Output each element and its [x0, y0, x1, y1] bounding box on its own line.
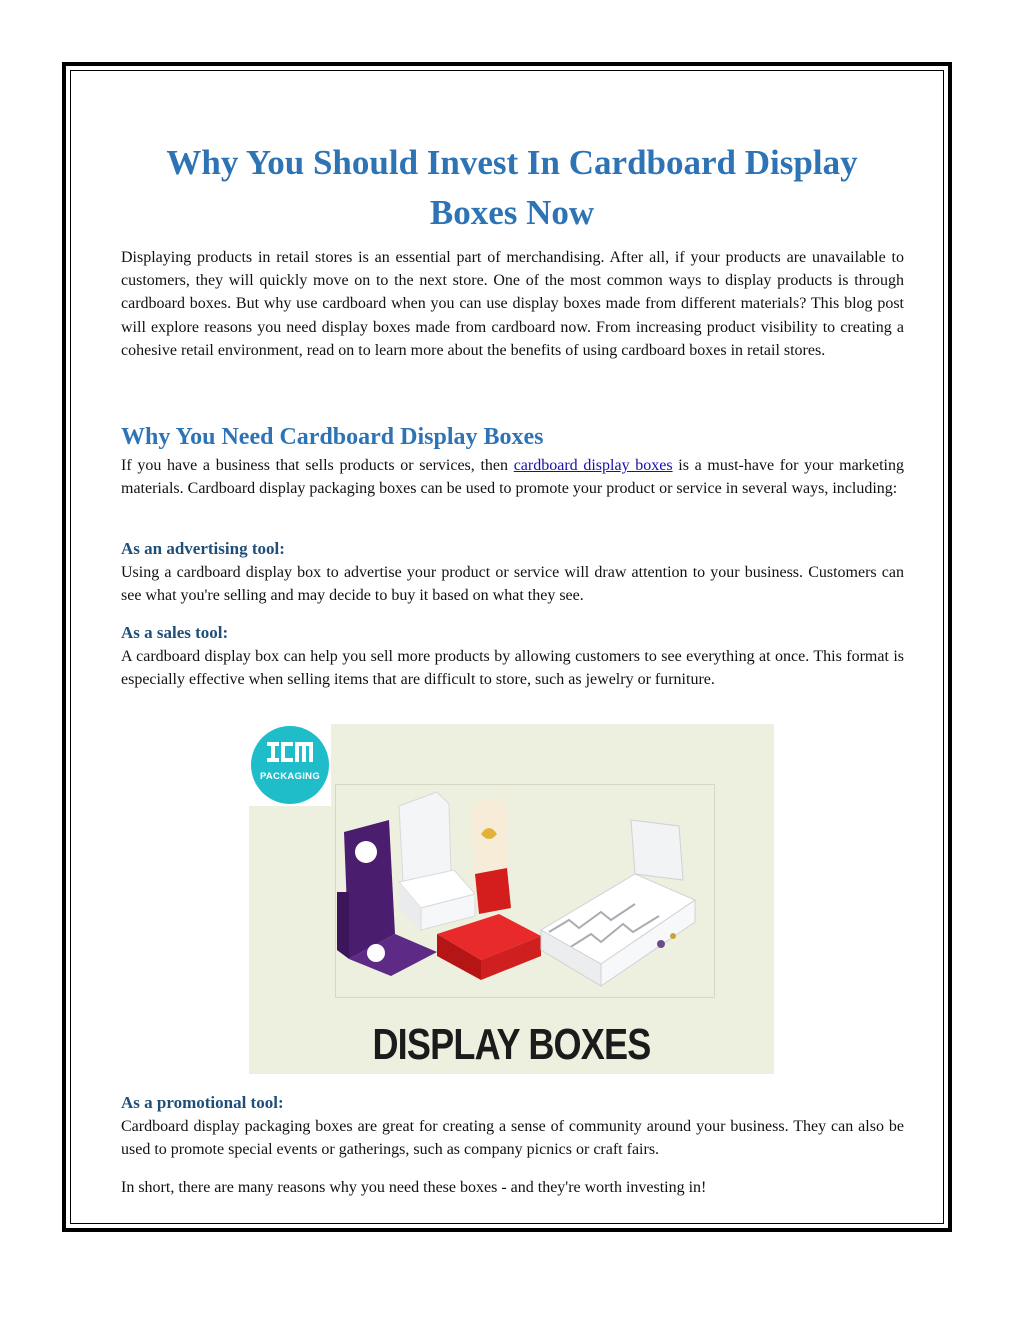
section-intro-paragraph — [121, 454, 904, 500]
conclusion-paragraph: In short, there are many reasons why you need these boxes - and they're worth investing in! — [121, 1179, 707, 1196]
promotional-heading: As a promotional tool: — [121, 1093, 284, 1112]
sales-paragraph: A cardboard display box can help you sell more products by allowing customers to see everything at once. This format is especially effective when selling items that are difficult to store, such as jewelry or furniture. — [121, 648, 904, 689]
cardboard-display-boxes-link[interactable]: cardboard display boxes — [513, 457, 673, 474]
logo-disc — [251, 726, 329, 804]
promotional-paragraph: Cardboard display packaging boxes are great for creating a sense of community around your business. They can also be used to promote special events or gatherings, such as company picnics or craft fairs. — [121, 1118, 904, 1159]
tiered-display-box — [541, 820, 695, 986]
packaging-logo — [249, 724, 331, 806]
display-boxes-image — [249, 724, 774, 1074]
logo-text: PACKAGING — [259, 771, 321, 782]
intro-paragraph: Displaying products in retail stores is an essential part of merchandising. After all, if your products are unavailable to customers, they will quickly move on to the next store. One of the most common ways to display products is through cardboard boxes. But why use cardboard when you can use display boxes made from different materials? This blog post will explore reasons you need display boxes made from cardboard now. From increasing product visibility to creating a cohesive retail environment, read on to learn more about the benefits of using cardboard boxes in retail stores. — [121, 249, 904, 359]
white-display-box — [399, 792, 475, 930]
sales-heading: As a sales tool: — [121, 623, 229, 642]
article-title-line-1: Why You Should Invest In Cardboard Display — [166, 143, 858, 182]
section-heading: Why You Need Cardboard Display Boxes — [121, 424, 544, 450]
logo-mark-icon — [267, 740, 313, 764]
article-title-line-2: Boxes Now — [429, 193, 595, 232]
display-boxes-banner: DISPLAY BOXES — [372, 1020, 651, 1069]
advertising-heading: As an advertising tool: — [121, 539, 285, 558]
section-intro-text-after: is a must-have for your marketing materials. Cardboard display packaging boxes can be used to promote your product or service in several ways, including: — [121, 457, 904, 498]
section-intro-text-before: If you have a business that sells products or services, then — [121, 457, 514, 474]
article-title — [120, 138, 904, 238]
advertising-paragraph: Using a cardboard display box to advertise your product or service will draw attention to your business. Customers can see what you're selling and may decide to buy it based on what they see. — [121, 564, 904, 605]
